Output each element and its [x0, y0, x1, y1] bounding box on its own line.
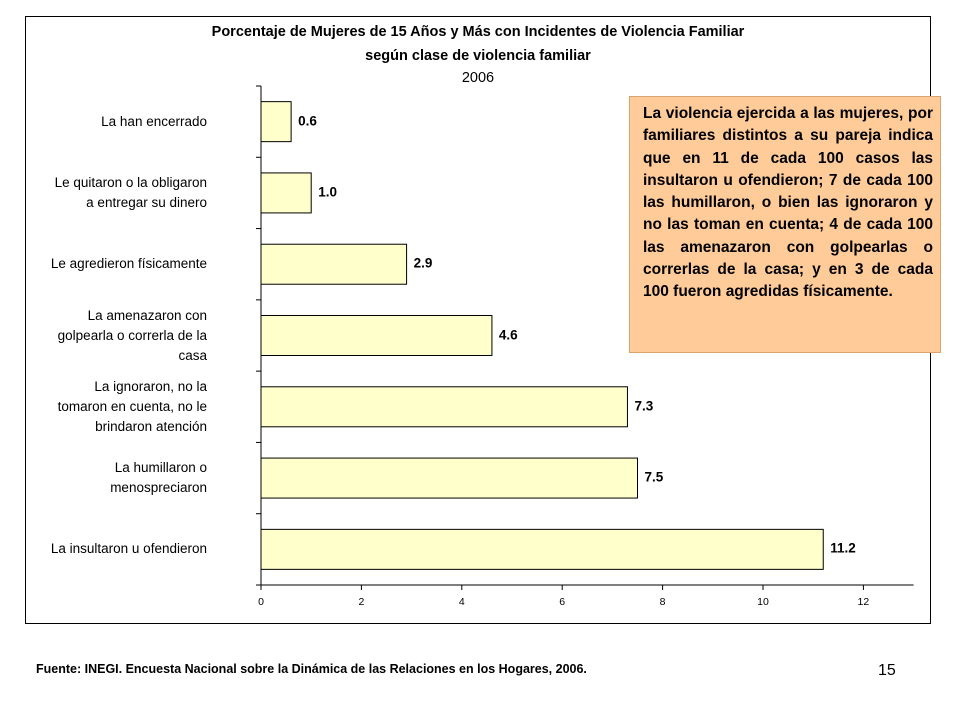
data-label: 7.5	[644, 469, 664, 485]
category-label	[7, 539, 207, 559]
bar	[261, 173, 311, 213]
category-label-line: La humillaron o	[114, 460, 207, 476]
x-tick-label: 8	[659, 596, 666, 608]
chart-title: Porcentaje de Mujeres de 15 Años y Más con Incidentes de Violencia Familiar	[211, 24, 745, 40]
data-label: 1.0	[318, 184, 337, 200]
category-label-line: casa	[178, 347, 207, 363]
category-label-line: brindaron atención	[95, 418, 207, 434]
page-number: 15	[878, 662, 896, 679]
chart-year: 2006	[461, 70, 495, 86]
category-label	[7, 377, 207, 437]
source-note: Fuente: INEGI. Encuesta Nacional sobre la Dinámica de las Relaciones en los Hogares, 2006.	[36, 662, 587, 676]
category-label-line: Le agredieron físicamente	[50, 256, 207, 272]
x-tick-label: 4	[458, 596, 465, 608]
data-label: 7.3	[634, 398, 654, 414]
x-tick-label: 12	[857, 596, 870, 608]
bar	[261, 458, 638, 498]
category-label-line: La insultaron u ofendieron	[50, 541, 207, 557]
bar	[261, 529, 823, 569]
category-label	[7, 112, 207, 132]
data-label: 0.6	[298, 113, 317, 129]
bar	[261, 102, 291, 142]
annotation-text: La violencia ejercida a las mujeres, por familiares distintos a su pareja indica que en 11 de cada 100 casos las insultaron u ofendieron; 7 de cada 100 las humillaron, o bien las ignoraron y no las toman en cuenta; 4 de cada 100 las amenazaron con golpearlas o correrlas de la casa; y en 3 de cada 100 fueron agredidas físicamente.	[643, 105, 933, 301]
x-tick-label: 6	[559, 596, 566, 608]
category-label-line: a entregar su dinero	[86, 194, 207, 210]
category-label-line: La amenazaron con	[87, 307, 207, 323]
category-label	[7, 254, 207, 274]
data-label: 11.2	[830, 540, 856, 556]
data-label: 2.9	[413, 255, 433, 271]
bar	[261, 316, 492, 356]
chart-subtitle: según clase de violencia familiar	[365, 48, 591, 64]
bar	[261, 244, 407, 284]
category-label	[7, 458, 207, 498]
category-label-line: Le quitaron o la obligaron	[54, 174, 207, 190]
x-tick-label: 2	[358, 596, 365, 608]
category-label	[7, 306, 207, 366]
annotation-box	[629, 96, 941, 353]
x-tick-label: 0	[258, 596, 264, 608]
category-label-line: tomaron en cuenta, no le	[57, 398, 207, 414]
category-label-line: La han encerrado	[101, 113, 207, 129]
data-label: 4.6	[498, 327, 518, 342]
category-label-line: menospreciaron	[110, 480, 207, 496]
category-label	[7, 173, 207, 213]
category-label-line: golpearla o correrla de la	[57, 327, 207, 343]
x-tick-label: 10	[757, 596, 769, 608]
category-label-line: La ignoraron, no la	[94, 378, 207, 394]
bar	[261, 387, 627, 427]
